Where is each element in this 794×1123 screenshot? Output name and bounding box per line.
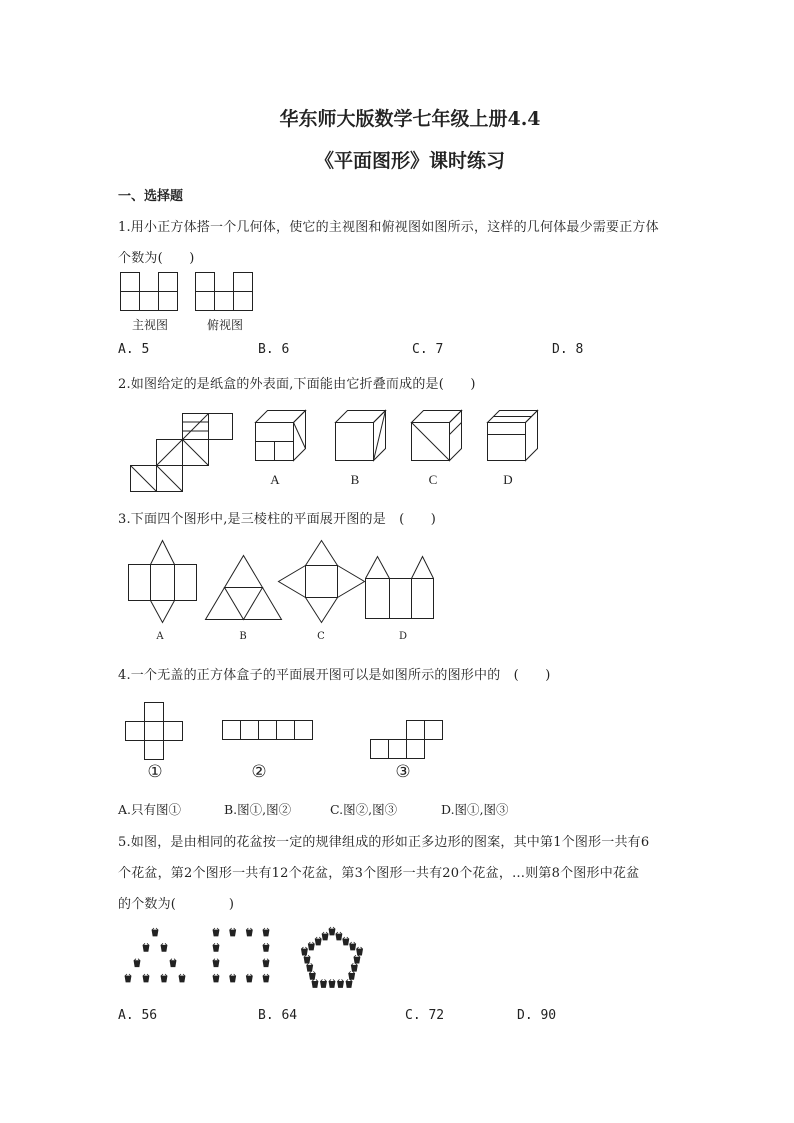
question-5-text-line2: 个花盆，第2个图形一共有12个花盆，第3个图形一共有20个花盆，…则第8个图形中花盆 (118, 866, 640, 881)
flower-pot (213, 928, 219, 936)
q1-option-c[interactable]: C. 7 (412, 342, 444, 357)
q2-cube-c (411, 410, 463, 466)
section-heading: 一、选择题 (118, 189, 184, 204)
q4-net-3 (370, 720, 446, 762)
q1-option-d[interactable]: D. 8 (552, 342, 584, 357)
flower-pot (308, 942, 314, 950)
flower-pot (161, 943, 167, 951)
q3-figure-a (128, 540, 200, 624)
flower-pot (125, 974, 131, 982)
flower-pot (315, 937, 321, 945)
q5-pattern-square (208, 925, 274, 987)
question-5-text-line3: 的个数为( ) (118, 897, 235, 912)
flower-pot (246, 974, 252, 982)
flower-pot (329, 979, 335, 987)
q3-label-a: A (156, 631, 164, 642)
question-2-text: 2.如图给定的是纸盒的外表面,下面能由它折叠而成的是( ) (118, 377, 476, 392)
flower-pot (346, 979, 352, 987)
flower-pot (263, 928, 269, 936)
q1-option-a[interactable]: A. 5 (118, 342, 150, 357)
q4-net-2 (222, 720, 316, 742)
q5-pattern-pentagon (296, 925, 368, 991)
q3-figure-b (205, 555, 283, 621)
flower-pot (343, 937, 349, 945)
q2-label-a: A (270, 472, 280, 487)
q1-front-view-figure (120, 272, 180, 312)
flower-pot (263, 959, 269, 967)
q4-option-c[interactable]: C.图②,图③ (330, 802, 398, 817)
q4-option-a[interactable]: A.只有图① (118, 802, 182, 817)
q2-label-c: C (428, 472, 438, 487)
flower-pot (307, 963, 313, 971)
flower-pot (179, 974, 185, 982)
q5-option-d[interactable]: D. 90 (517, 1008, 557, 1023)
flower-pot (230, 928, 236, 936)
flower-pot (230, 974, 236, 982)
flower-pot (309, 971, 315, 979)
q2-cube-b (335, 410, 387, 466)
page-subtitle: 《平面图形》课时练习 (314, 150, 505, 172)
flower-pot (170, 959, 176, 967)
q1-top-view-label: 俯视图 (206, 318, 243, 332)
question-1-text-line2: 个数为( ) (118, 251, 195, 266)
q1-front-view-label: 主视图 (131, 318, 168, 332)
flower-pot (322, 932, 328, 940)
flower-pot (213, 959, 219, 967)
flower-pot (143, 943, 149, 951)
q2-cube-d (487, 410, 539, 466)
flower-pot (263, 943, 269, 951)
q4-label-3: ③ (395, 762, 411, 782)
question-5-text-line1: 5.如图，是由相同的花盆按一定的规律组成的形如正多边形的图案，其中第1个图形一共有6 (118, 835, 650, 850)
flower-pot (143, 974, 149, 982)
flower-pot (304, 955, 310, 963)
flower-pot (134, 959, 140, 967)
q2-cube-a (255, 410, 307, 466)
q4-option-d[interactable]: D.图①,图③ (441, 802, 509, 817)
flower-pot (161, 974, 167, 982)
q4-option-b[interactable]: B.图①,图② (224, 802, 292, 817)
q5-option-b[interactable]: B. 64 (258, 1008, 298, 1023)
q4-label-1: ① (147, 762, 163, 782)
flower-pot (263, 974, 269, 982)
flower-pot (320, 979, 326, 987)
q5-option-a[interactable]: A. 56 (118, 1008, 158, 1023)
q4-net-1 (125, 702, 185, 762)
q2-label-b: B (350, 472, 360, 487)
flower-pot (357, 947, 363, 955)
q3-label-b: B (239, 631, 247, 642)
q5-option-c[interactable]: C. 72 (405, 1008, 445, 1023)
flower-pot (213, 943, 219, 951)
flower-pot (213, 974, 219, 982)
flower-pot (349, 971, 355, 979)
flower-pot (354, 955, 360, 963)
q4-label-2: ② (251, 762, 267, 782)
flower-pot (338, 979, 344, 987)
flower-pot (336, 932, 342, 940)
q3-figure-d (365, 556, 437, 620)
page-title: 华东师大版数学七年级上册4.4 (279, 108, 541, 130)
q3-label-c: C (317, 631, 325, 642)
question-1-text-line1: 1.用小正方体搭一个几何体，使它的主视图和俯视图如图所示，这样的几何体最少需要正方体 (118, 220, 659, 235)
q2-box-net-figure (130, 413, 240, 493)
q1-option-b[interactable]: B. 6 (258, 342, 290, 357)
flower-pot (301, 947, 307, 955)
q2-label-d: D (503, 472, 513, 487)
flower-pot (351, 963, 357, 971)
flower-pot (152, 928, 158, 936)
q1-top-view-figure (195, 272, 255, 312)
q5-pattern-triangle (120, 925, 190, 987)
question-4-text: 4.一个无盖的正方体盒子的平面展开图可以是如图所示的图形中的 ( ) (118, 668, 551, 683)
q3-label-d: D (398, 631, 408, 642)
question-3-text: 3.下面四个图形中,是三棱柱的平面展开图的是 ( ) (118, 512, 437, 527)
flower-pot (312, 979, 318, 987)
flower-pot (329, 927, 335, 935)
q3-figure-c (278, 540, 366, 624)
flower-pot (246, 928, 252, 936)
flower-pot (350, 942, 356, 950)
